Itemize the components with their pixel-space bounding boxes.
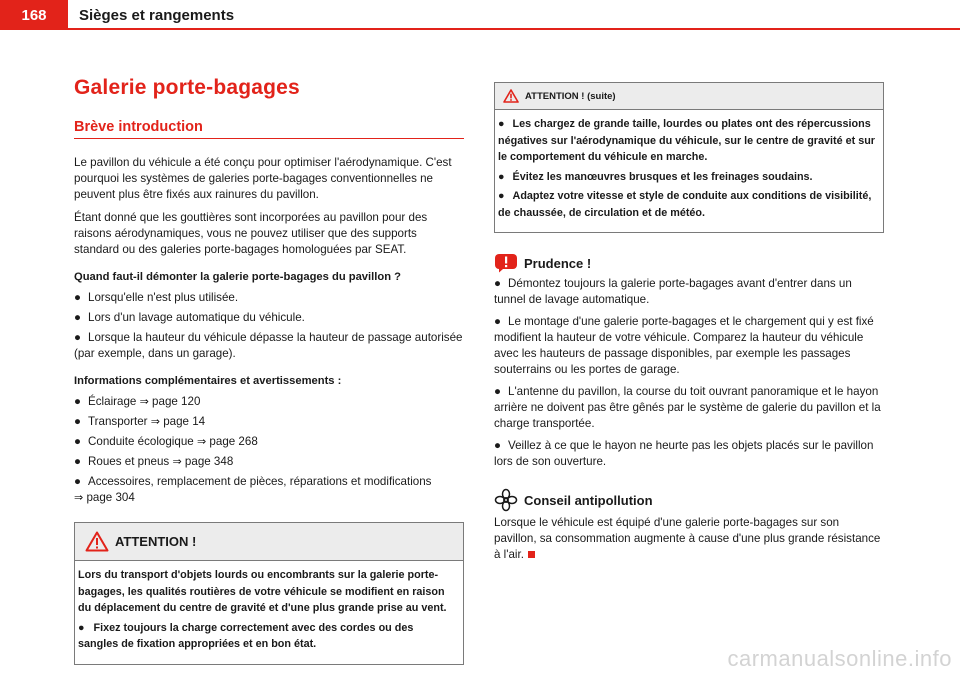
arrow-right-icon: ⇒ [139, 396, 149, 408]
warning-triangle-icon [503, 89, 519, 103]
section-title: Galerie porte-bagages [74, 76, 300, 99]
warning-item: ● Évitez les manœuvres brusques et les freinages soudains. [498, 170, 813, 183]
page-number: 168 [0, 0, 68, 30]
bullet-icon: ● [74, 331, 82, 344]
environment-text: Lorsque le véhicule est équipé d'une galerie porte-bagages sur son pavillon, sa consommation augmente à cause d'une plus grande résistance à l'air. [494, 516, 881, 561]
caution-title: Prudence ! [524, 255, 592, 271]
cross-reference-item[interactable]: ● Éclairage ⇒ page 120 [74, 395, 201, 408]
info-label: Informations complémentaires et avertissements : [74, 375, 342, 387]
list-item: ● Démontez toujours la galerie porte-bagages avant d'entrer dans un tunnel de lavage automatique. [494, 277, 852, 306]
bullet-icon: ● [74, 415, 82, 428]
warning-continued-title: ATTENTION ! (suite) [525, 90, 616, 102]
caution-icon [494, 253, 518, 273]
cross-reference-item[interactable]: ● Transporter ⇒ page 14 [74, 415, 206, 428]
end-marker-icon [528, 551, 535, 558]
warning-header [75, 523, 463, 561]
bullet-icon: ● [498, 170, 505, 183]
page-link[interactable]: page 14 [163, 415, 206, 428]
bullet-icon: ● [494, 315, 502, 328]
environment-title: Conseil antipollution [524, 492, 653, 508]
cross-reference-item[interactable]: ● Roues et pneus ⇒ page 348 [74, 455, 234, 468]
warning-box [74, 522, 464, 665]
flower-icon [494, 488, 518, 512]
caution-header [494, 253, 884, 273]
arrow-right-icon: ⇒ [150, 416, 160, 428]
page-link[interactable]: page 348 [184, 455, 234, 468]
bullet-icon: ● [74, 475, 82, 488]
left-column [74, 76, 464, 665]
cross-reference-list [74, 394, 464, 506]
warning-item: ● Fixez toujours la charge correctement avec des cordes ou des sangles de fixation appropriées et en bon état. [78, 621, 414, 650]
bullet-icon: ● [498, 118, 505, 130]
right-column [494, 82, 884, 570]
warning-title: ATTENTION ! [115, 534, 197, 549]
arrow-right-icon: ⇒ [172, 456, 182, 468]
list-item: ● Lorsque la hauteur du véhicule dépasse la hauteur de passage autorisée (par exemple, dans un garage). [74, 331, 463, 360]
page-link[interactable]: page 304 [86, 491, 135, 504]
bullet-icon: ● [74, 311, 82, 324]
arrow-right-icon: ⇒ [74, 492, 84, 504]
environment-header [494, 488, 884, 512]
subsection-title: Brève introduction [74, 119, 464, 139]
arrow-right-icon: ⇒ [196, 436, 207, 448]
bullet-icon: ● [74, 291, 82, 304]
warning-continued-body [495, 110, 883, 232]
bullet-icon: ● [74, 455, 82, 468]
warning-body [75, 561, 463, 664]
page-link[interactable]: page 268 [209, 435, 258, 448]
warning-paragraph: Lors du transport d'objets lourds ou encombrants sur la galerie porte-bagages, les qualités routières de votre véhicule se modifient en raison du déplacement du centre de gravité et d'une plus grande prise au vent. [78, 569, 447, 614]
header-rule [0, 28, 960, 30]
bullet-icon: ● [74, 435, 82, 448]
running-title: Sièges et rangements [79, 7, 235, 24]
bullet-icon: ● [498, 190, 505, 202]
bullet-icon: ● [494, 277, 502, 290]
intro-paragraph-2: Étant donné que les gouttières sont incorporées au pavillon pour des raisons aérodynamiques, vous ne pouvez utiliser que des supports standard ou des galeries porte-bagages homologuées par SEAT. [74, 211, 428, 256]
warning-continued-header [495, 83, 883, 110]
bullet-icon: ● [74, 395, 82, 408]
bullet-icon: ● [78, 621, 85, 634]
list-item: ● Le montage d'une galerie porte-bagages et le chargement qui y est fixé modifient la hauteur de votre véhicule. Comparez la hauteur du véhicule avec les hauteurs de passage disponibles, par exemple les passages souterrains ou les portes de garage. [494, 315, 874, 376]
removal-list [74, 290, 464, 362]
bullet-icon: ● [494, 385, 502, 398]
warning-item: ● Les chargez de grande taille, lourdes ou plates ont des répercussions négatives sur l'aérodynamique du véhicule, sur le centre de gravité et sur le comportement du véhicule en marche. [498, 118, 875, 163]
list-item: ● Veillez à ce que le hayon ne heurte pas les objets placés sur le pavillon lors de son ouverture. [494, 439, 874, 468]
warning-item: ● Adaptez votre vitesse et style de conduite aux conditions de visibilité, de chaussée, de circulation et de météo. [498, 190, 872, 219]
intro-paragraph-1: Le pavillon du véhicule a été conçu pour optimiser l'aérodynamique. C'est pourquoi les systèmes de galeries porte-bagages conventionnelles ne peuvent plus être fixés aux rainures du pavillon. [74, 156, 452, 201]
bullet-icon: ● [494, 439, 502, 452]
page-link[interactable]: page 120 [152, 395, 201, 408]
removal-question: Quand faut-il démonter la galerie porte-bagages du pavillon ? [74, 271, 401, 283]
watermark: carmanualsonline.info [727, 646, 952, 671]
cross-reference-item[interactable]: ● Accessoires, remplacement de pièces, réparations et modifications ⇒ page 304 [74, 475, 432, 504]
list-item: ● Lors d'un lavage automatique du véhicule. [74, 311, 305, 324]
list-item: ● L'antenne du pavillon, la course du toit ouvrant panoramique et le hayon arrière ne doivent pas être gênés par le système de galerie du pavillon et la charge transportée. [494, 385, 881, 430]
warning-continued-box [494, 82, 884, 233]
list-item: ● Lorsqu'elle n'est plus utilisée. [74, 291, 239, 304]
cross-reference-item[interactable]: ● Conduite écologique ⇒ page 268 [74, 435, 258, 448]
warning-triangle-icon [85, 531, 109, 552]
caution-list [494, 276, 884, 470]
